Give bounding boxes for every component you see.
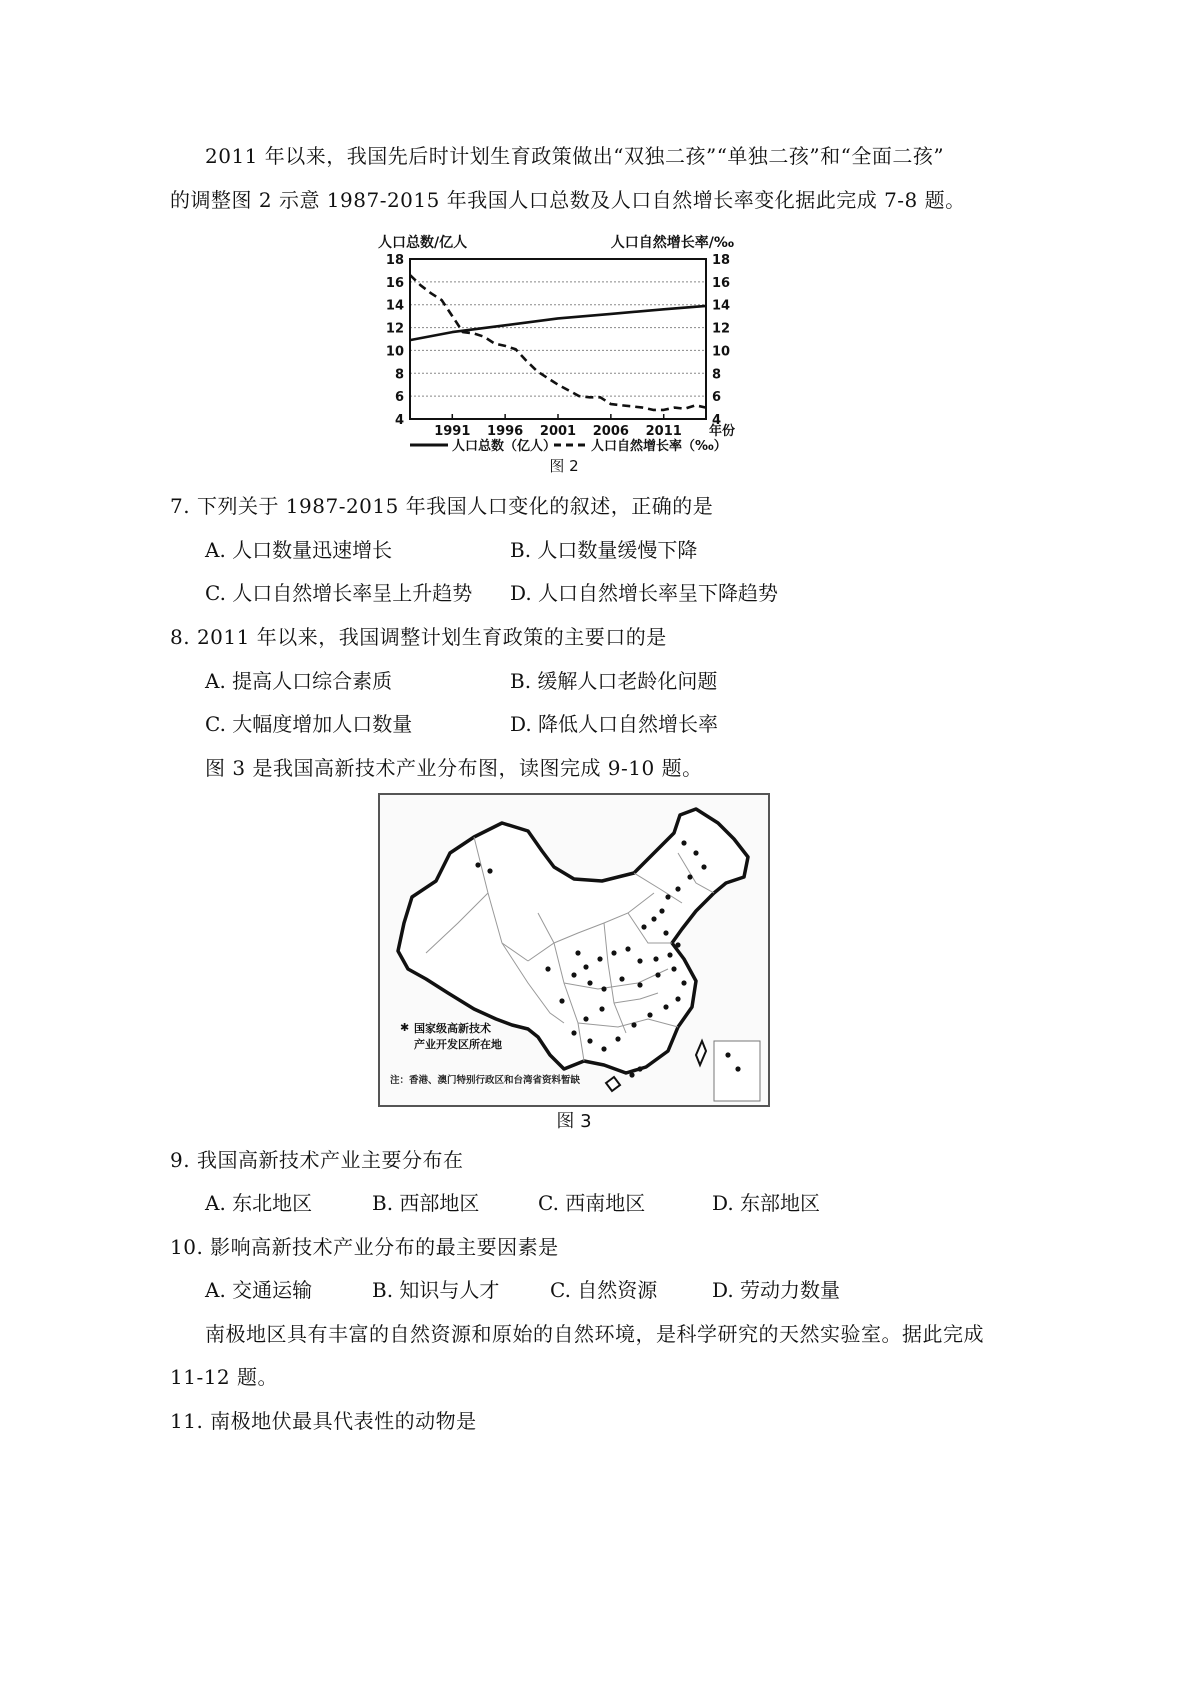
intro-paragraph-3-line-2: 11-12 题。 xyxy=(170,1365,279,1389)
gridlines xyxy=(410,282,706,396)
x-tick-label: 2011 xyxy=(645,424,682,439)
plot-frame xyxy=(410,259,706,419)
question-7-option-d: D. 人口自然增长率呈下降趋势 xyxy=(510,581,779,605)
right-tick-label: 16 xyxy=(712,275,731,291)
legend-total-population: 人口总数（亿人） xyxy=(452,439,557,454)
intro-paragraph-1-line-2: 的调整图 2 示意 1987-2015 年我国人口总数及人口自然增长率变化据此完成 7-8 题。 xyxy=(170,188,966,212)
map-legend-marker: ✱ xyxy=(400,1021,410,1034)
left-tick-label: 16 xyxy=(385,275,404,291)
right-tick-label: 4 xyxy=(712,413,722,428)
tick-labels xyxy=(386,253,730,439)
map-note: 注：香港、澳门特别行政区和台湾省资料暂缺 xyxy=(390,1075,581,1086)
high-tech-zone-marker xyxy=(575,950,580,955)
right-tick-label: 10 xyxy=(712,344,731,360)
x-unit-label: 年份 xyxy=(708,424,736,439)
question-9-stem: 9. 我国高新技术产业主要分布在 xyxy=(170,1148,464,1172)
high-tech-zone-marker xyxy=(675,942,680,947)
question-7-stem: 7. 下列关于 1987-2015 年我国人口变化的叙述，正确的是 xyxy=(170,494,714,518)
total-population-line xyxy=(410,306,706,340)
high-tech-zone-marker xyxy=(583,964,588,969)
high-tech-zone-marker xyxy=(631,1022,636,1027)
question-11-stem: 11. 南极地伏最具代表性的动物是 xyxy=(170,1409,477,1433)
question-7-option-a: A. 人口数量迅速增长 xyxy=(205,538,393,562)
question-9-option-b: B. 西部地区 xyxy=(372,1191,480,1215)
figure-2-chart xyxy=(374,227,739,477)
left-tick-label: 8 xyxy=(394,367,404,383)
high-tech-map-svg xyxy=(378,793,770,1133)
high-tech-zone-marker xyxy=(651,916,656,921)
high-tech-zone-marker xyxy=(663,1004,668,1009)
population-chart-svg xyxy=(374,227,739,477)
high-tech-zone-marker xyxy=(735,1066,740,1071)
high-tech-zone-marker xyxy=(675,886,680,891)
high-tech-zone-marker xyxy=(681,840,686,845)
question-10-option-c: C. 自然资源 xyxy=(550,1278,658,1302)
right-tick-label: 14 xyxy=(712,298,731,314)
left-tick-label: 6 xyxy=(394,390,404,406)
figure-3-caption: 图 3 xyxy=(556,1111,592,1132)
question-7-option-c: C. 人口自然增长率呈上升趋势 xyxy=(205,581,473,605)
natural-growth-rate-line xyxy=(410,275,706,410)
question-10-option-b: B. 知识与人才 xyxy=(372,1278,500,1302)
high-tech-zone-marker xyxy=(667,952,672,957)
intro-paragraph-1-line-1: 2011 年以来，我国先后时计划生育政策做出“双独二孩”“单独二孩”和“全面二孩” xyxy=(205,144,945,168)
right-tick-label: 12 xyxy=(712,321,731,337)
high-tech-zone-marker xyxy=(571,1030,576,1035)
high-tech-zone-marker xyxy=(571,972,576,977)
high-tech-zone-marker xyxy=(663,930,668,935)
high-tech-zone-marker xyxy=(725,1052,730,1057)
high-tech-zone-marker xyxy=(637,1066,642,1071)
high-tech-zone-marker xyxy=(625,946,630,951)
high-tech-zone-marker xyxy=(487,868,492,873)
question-10-stem: 10. 影响高新技术产业分布的最主要因素是 xyxy=(170,1235,559,1259)
question-8-option-c: C. 大幅度增加人口数量 xyxy=(205,712,413,736)
high-tech-zone-marker xyxy=(665,894,670,899)
left-tick-label: 14 xyxy=(385,298,404,314)
high-tech-zone-marker xyxy=(675,996,680,1001)
intro-paragraph-2: 图 3 是我国高新技术产业分布图，读图完成 9-10 题。 xyxy=(205,756,703,780)
question-8-option-b: B. 缓解人口老龄化问题 xyxy=(510,669,718,693)
high-tech-zone-marker xyxy=(583,1016,588,1021)
x-tick-label: 2006 xyxy=(592,424,629,439)
high-tech-zone-marker xyxy=(637,982,642,987)
question-8-option-d: D. 降低人口自然增长率 xyxy=(510,712,719,736)
left-tick-label: 4 xyxy=(394,413,404,428)
question-8-option-a: A. 提高人口综合素质 xyxy=(205,669,393,693)
left-tick-label: 12 xyxy=(385,321,404,337)
high-tech-zone-marker xyxy=(475,862,480,867)
high-tech-zone-marker xyxy=(701,864,706,869)
high-tech-zone-marker xyxy=(659,908,664,913)
high-tech-zone-marker xyxy=(629,1072,634,1077)
right-tick-label: 8 xyxy=(712,367,722,383)
high-tech-zone-marker xyxy=(671,966,676,971)
high-tech-zone-marker xyxy=(615,1036,620,1041)
question-7-option-b: B. 人口数量缓慢下降 xyxy=(510,538,698,562)
question-9-option-c: C. 西南地区 xyxy=(538,1191,646,1215)
high-tech-zone-marker xyxy=(681,980,686,985)
x-tick-label: 2001 xyxy=(539,424,577,439)
question-8-stem: 8. 2011 年以来，我国调整计划生育政策的主要口的是 xyxy=(170,625,667,649)
high-tech-zone-marker xyxy=(655,972,660,977)
x-tick-label: 1991 xyxy=(434,424,471,439)
left-tick-label: 10 xyxy=(385,344,404,360)
right-axis-label: 人口自然增长率/‰ xyxy=(610,235,734,251)
question-10-option-d: D. 劳动力数量 xyxy=(712,1278,841,1302)
high-tech-zone-marker xyxy=(587,1038,592,1043)
question-9-option-d: D. 东部地区 xyxy=(712,1191,821,1215)
high-tech-zone-marker xyxy=(647,1012,652,1017)
high-tech-zone-marker xyxy=(693,850,698,855)
map-legend-line-2: 产业开发区所在地 xyxy=(414,1038,502,1051)
high-tech-zone-marker xyxy=(601,1046,606,1051)
high-tech-zone-marker xyxy=(653,956,658,961)
high-tech-zone-marker xyxy=(687,874,692,879)
high-tech-zone-marker xyxy=(597,956,602,961)
high-tech-zone-marker xyxy=(611,950,616,955)
x-tick-label: 1996 xyxy=(487,424,524,439)
intro-paragraph-3-line-1: 南极地区具有丰富的自然资源和原始的自然环境，是科学研究的天然实验室。据此完成 xyxy=(205,1322,984,1346)
right-tick-label: 18 xyxy=(712,253,731,268)
high-tech-zone-marker xyxy=(545,966,550,971)
left-axis-label: 人口总数/亿人 xyxy=(378,235,468,251)
high-tech-zone-marker xyxy=(619,976,624,981)
legend-growth-rate: 人口自然增长率（‰） xyxy=(591,439,727,454)
right-tick-label: 6 xyxy=(712,390,722,406)
high-tech-zone-marker xyxy=(587,980,592,985)
figure-2-caption: 图 2 xyxy=(549,457,579,475)
left-tick-label: 18 xyxy=(385,253,404,268)
high-tech-zone-marker xyxy=(601,986,606,991)
high-tech-zone-marker xyxy=(637,958,642,963)
question-9-option-a: A. 东北地区 xyxy=(205,1191,313,1215)
figure-3-map xyxy=(378,793,770,1133)
high-tech-zone-marker xyxy=(559,998,564,1003)
question-10-option-a: A. 交通运输 xyxy=(205,1278,313,1302)
series-lines xyxy=(410,275,706,410)
high-tech-zone-marker xyxy=(599,1006,604,1011)
high-tech-zone-marker xyxy=(641,924,646,929)
map-legend-line-1: 国家级高新技术 xyxy=(414,1022,491,1035)
